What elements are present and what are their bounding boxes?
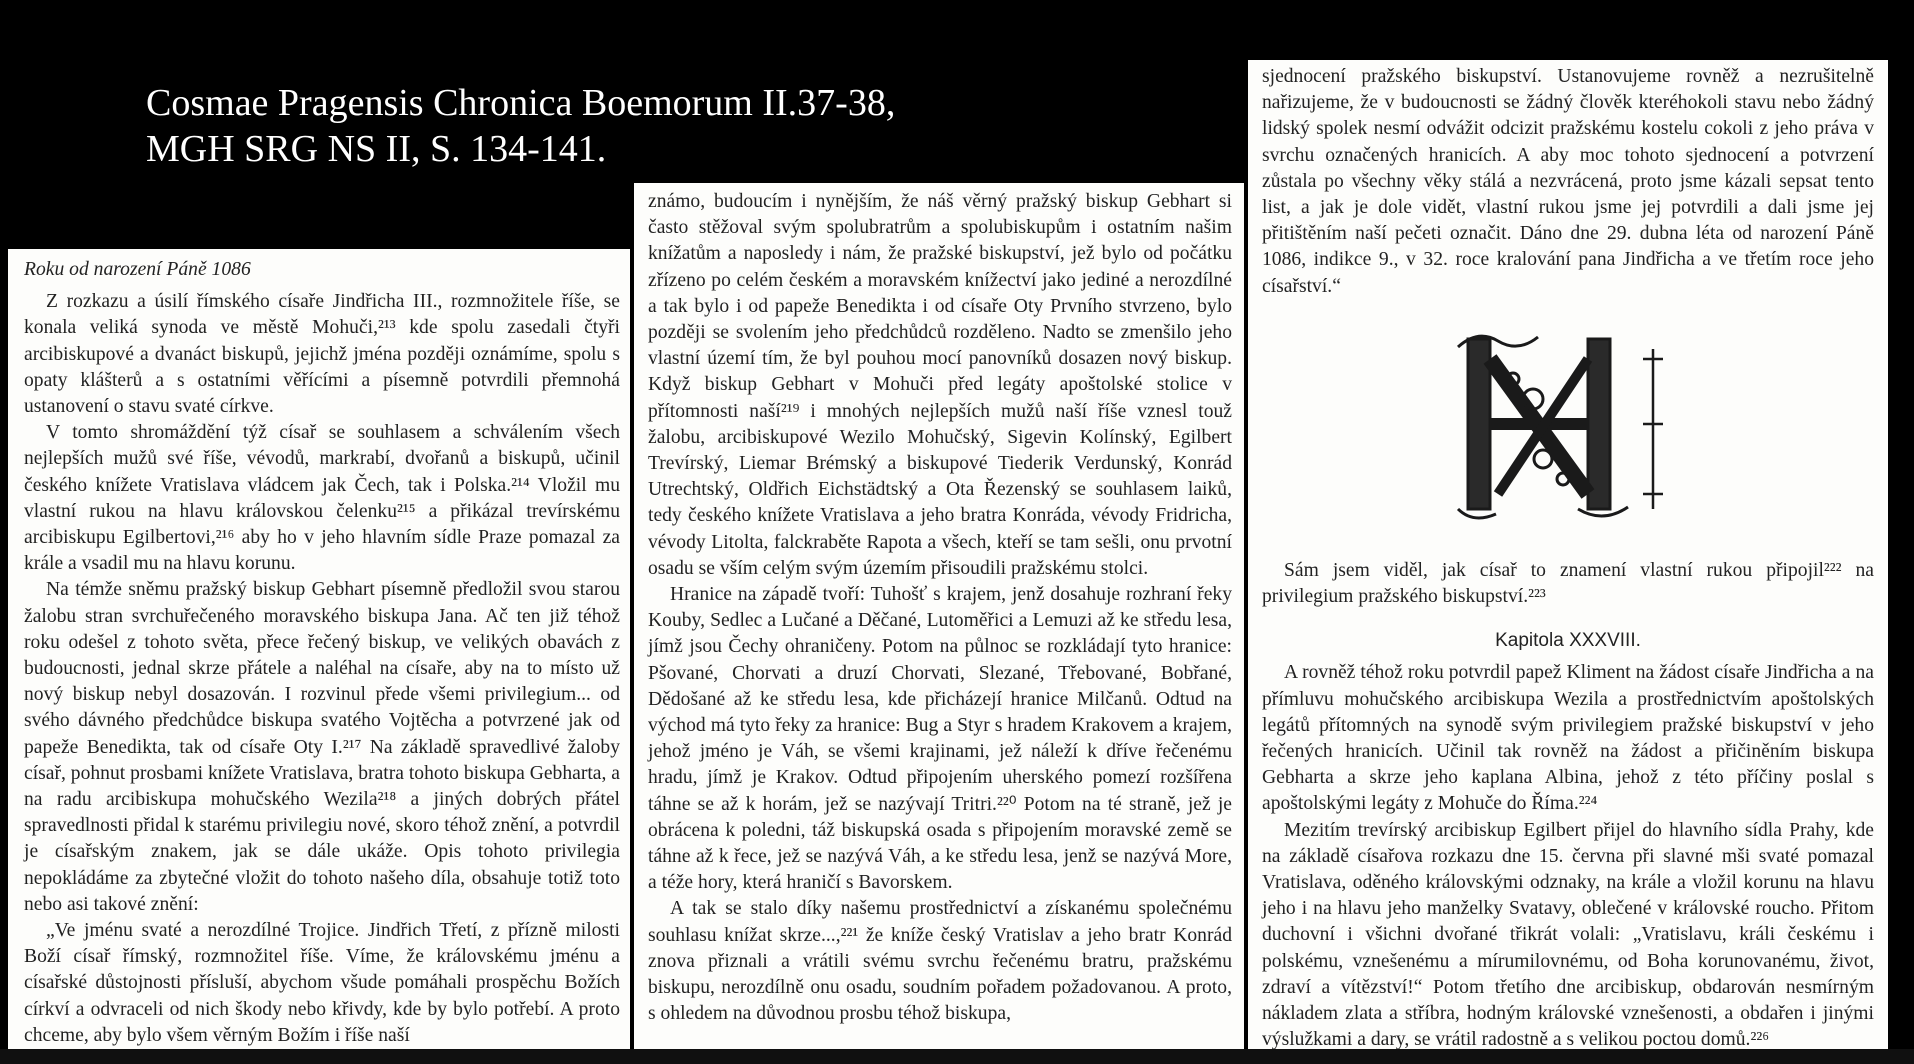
section-heading: Roku od narození Páně 1086 <box>24 259 251 280</box>
imperial-monogram-image <box>1262 314 1874 544</box>
paragraph: sjednocení pražského biskupství. Ustanovujeme rovněž a nezrušitelně nařizujeme, že v budoucnosti se žádný člověk kteréhokoli stavu nebo žádný lidský spolek nesmí odvážit odcizit pražskému kostelu cokoli z jeho práva v svrchu označených hranicích. A aby moc tohoto sjednocení a potvrzení zůstala po všechny věky stálá a nezvrácená, proto jsme kázali sepsat tento list, a jak je dole vidět, vlastní rukou jsme jej potvrdili a dali jsme jej přitištěním naší pečeti označit. Dáno dne 29. dubna léta od narození Páně 1086, indikce 9., v 32. roce kralování pana Jindřicha a ve třetím roce jeho císařství.“ <box>1262 66 1874 297</box>
paragraph: „Ve jménu svaté a nerozdílné Trojice. Jindřich Třetí, z přízně milosti Boží císař římský, rozmnožitel říše. Víme, že královskému jménu a císařské důstojnosti přísluší, abychom všude pomáhali prospěchu Božích církví a odvraceli od nich škody nebo křivdy, kde by bylo potřebí. A proto chceme, aby bylo všem věrným Božím i říše naší <box>24 920 620 1046</box>
paragraph: V tomto shromáždění týž císař se souhlasem a schválením všech nejlepších mužů své říše, vévodů, markrabí, dvořanů a biskupů, učinil českého knížete Vratislava vládcem jak Čech, tak i Polska.²¹⁴ Vložil mu vlastní rukou na hlavu královskou čelenku²¹⁵ a přikázal trevírskému arcibiskupu Egilbertovi,²¹⁶ aby ho v jeho hlavním sídle Praze pomazal za krále a vsadil mu na hlavu korunu. <box>24 422 620 575</box>
paragraph: A tak se stalo díky našemu prostřednictví a získanému společnému souhlasu knížat skrze...,²²¹ že kníže český Vratislav a jeho bratr Konrád znova přiznali a vrátili svému svrchu řečenému bratru, pražskému biskupu, nerozdílně onu osadu, soudním pořadem požadovanou. A proto, s ohledem na důvodnou prosbu téhož biskupa, <box>648 898 1232 1025</box>
paragraph: Na témže sněmu pražský biskup Gebhart písemně předložil svou starou žalobu stran svrchuřečeného moravského biskupa Jana. Ač ten již téhož roku odešel z tohoto světa, přece řečený biskup, ve velikých obavách z budoucnosti, jednal skrze přátele a naléhal na císaře, aby na to místo už nový biskup nebyl dosazován. I rozvinul přede všemi privilegium... od svého dávného předchůdce biskupa svatého Vojtěcha a potvrzené jak od papeže Benedikta, tak od císaře Oty I.²¹⁷ Na základě spravedlivé žaloby císař, pohnut prosbami knížete Vratislava, bratra tohoto biskupa Gebharta, a na radu arcibiskupa mohučského Wezila²¹⁸ a jiných dobrých přátel spravedlnosti přidal k starému privilegiu nové, skoro téhož znění, a potvrdil je císařským znakem, jak se dále ukáže. Opis tohoto privilegia nepokládáme za zbytečné vložit do tohoto našeho díla, obsahuje totiž toto nebo asi takové znění: <box>24 579 620 915</box>
paragraph: Mezitím trevírský arcibiskup Egilbert přijel do hlavního sídla Prahy, kde na základě císařova rozkazu dne 15. června při slavné mši svaté pomazal Vratislava, oděného královskými odznaky, na krále a vložil korunu na hlavu jeho i na hlavu jeho manželky Svatavy, oblečené v královské roucho. Přitom duchovní i všichni dvořané třikrát volali: „Vratislavu, králi českému i polskému, vznešenému a mírumilovnému, od Boha korunovanému, život, zdraví a vítězství!“ Potom třetího dne arcibiskup, obdarován nesmírným nákladem zlata a stříbra, hodným královské vznešenosti, a obdařen i jinými výslužkami a dary, se vrátil radostně a s velikou poctou domů.²²⁶ <box>1262 819 1874 1049</box>
chapter-heading: Kapitola XXXVIII. <box>1495 630 1641 652</box>
paragraph: Hranice na západě tvoří: Tuhošť s krajem, jenž dosahuje rozhraní řeky Kouby, Sedlec a Lučané a Děčané, Lutoměřici a Lemuzi až ke středu lesa, jímž jsou Čechy ohraničeny. Potom na půlnoc se rozkládají tyto hranice: Pšované, Chorvati a druzí Chorvati, Slezané, Třebované, Bobřané, Dědošané až ke středu lesa, kde přicházejí hranice Milčanů. Odtud na východ má tyto řeky za hranice: Bug a Styr s hradem Krakovem a krajem, jehož jméno je Váh, se všemi krajinami, jež náleží k dříve řečenému hradu, jímž je Krakov. Odtud připojením uherského pomezí rozšířena táhne se až k horám, jež se nazývají Tritri.²²⁰ Potom na té straně, jež je obrácena k poledni, táž biskupská osada s připojením moravské země se táhne až k řece, jež se nazývá Váh, a ke středu lesa, jenž se nazývá More, a téže hory, která hraničí s Bavorskem. <box>648 584 1232 894</box>
bottom-strip <box>0 1049 1914 1064</box>
text-column-left <box>8 249 630 1049</box>
title-line-2: MGH SRG NS II, S. 134-141. <box>146 128 607 170</box>
document-title <box>146 80 895 172</box>
title-line-1: Cosmae Pragensis Chronica Boemorum II.37-38, <box>146 82 896 124</box>
text-column-right <box>1248 60 1888 1049</box>
text-column-middle <box>634 183 1244 1049</box>
paragraph: A rovněž téhož roku potvrdil papež Kliment na žádost císaře Jindřicha a na přímluvu mohučského arcibiskupa Wezila a prostřednictvím apoštolských legátů přítomných na synodě svým privilegiem pražské biskupství v jeho řečených hranicích. Učinil tak rovněž na žádost a přičiněním biskupa Gebharta a skrze jeho kaplana Albina, jehož z této příčiny poslal s apoštolskými legáty z Mohuče do Říma.²²⁴ <box>1262 662 1874 815</box>
paragraph: Z rozkazu a úsilí římského císaře Jindřicha III., rozmnožitele říše, se konala veliká synoda ve městě Mohuči,²¹³ kde spolu zasedali čtyři arcibiskupové a dvanáct biskupů, jejichž jména později oznámíme, spolu s opaty klášterů a s ostatními věřícími a písemně potvrdili přemnohá ustanovení o stavu svaté církve. <box>24 291 620 418</box>
paragraph: Sám jsem viděl, jak císař to znamení vlastní rukou připojil²²² na privilegium pražského biskupství.²²³ <box>1262 559 1874 608</box>
monogram-icon <box>1438 319 1698 539</box>
paragraph: známo, budoucím i nynějším, že náš věrný pražský biskup Gebhart si často stěžoval svým spolubratrům a spolubiskupům i ostatním našim knížatům a naposledy i nám, že pražské biskupství, jež bylo od počátku zřízeno po celém českém a moravském knížectví jako jediné a nerozdílné a tak bylo i od papeže Benedikta i od císaře Oty Prvního stvrzeno, bylo později se svolením jeho předchůdců rozděleno. Nadto se zmenšilo jeho vlastní území tím, že byl pouhou mocí panovníků dosazen nový biskup. Když biskup Gebhart v Mohuči před legáty apoštolské stolice v přítomnosti naší²¹⁹ i mnohých nejlepších mužů naší říše vznesl touž žalobu, arcibiskupové Wezilo Mohučský, Sigevin Kolínský, Egilbert Trevírský, Liemar Brémský a biskupové Tiederik Verdunský, Konrád Utrechtský, Oldřich Eichstädtský a Ota Řezenský se souhlasem laiků, tedy českého knížete Vratislava a jeho bratra Konráda, vévody Fridricha, vévody Litolta, falckraběte Rapota a všech, kteří se tam sešli, onu prvotní osadu se vším celým svým územím přisoudili pražskému stolci. <box>648 191 1232 579</box>
